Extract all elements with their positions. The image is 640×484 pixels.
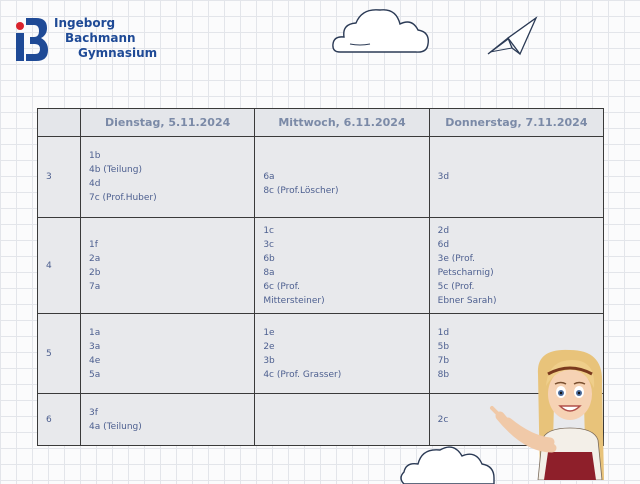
wednesday-cell: [255, 137, 429, 218]
class-entry: 6b: [263, 253, 275, 264]
class-entry: 1e: [263, 327, 275, 338]
class-entry: 4a (Teilung): [89, 421, 142, 432]
period-cell: 4: [38, 218, 81, 314]
header-wednesday: Mittwoch, 6.11.2024: [255, 109, 429, 137]
logo-line-2: Bachmann: [65, 31, 136, 45]
class-entry: 8a: [263, 267, 275, 278]
class-entry: 7c (Prof.Huber): [89, 193, 157, 203]
logo-line-1: Ingeborg: [54, 16, 116, 30]
class-entry: 4b (Teilung): [89, 165, 142, 175]
period-cell: 6: [38, 394, 81, 446]
class-entry: Petscharnig): [437, 267, 494, 278]
class-entry: 8b: [437, 369, 450, 380]
class-entry: 5b: [437, 341, 450, 352]
class-entry: 1d: [437, 327, 450, 338]
class-entry: Mittersteiner): [263, 295, 325, 306]
class-entry: 1f: [89, 239, 98, 250]
class-entry: 4c (Prof. Grasser): [263, 369, 342, 380]
header-tuesday: Dienstag, 5.11.2024: [81, 109, 255, 137]
class-entry: 2c: [437, 414, 449, 425]
class-entry: 3c: [263, 239, 275, 250]
class-entry: 4e: [89, 355, 101, 366]
thursday-cell: [429, 218, 603, 314]
class-entry: 3d: [437, 172, 450, 182]
class-entry: 6d: [437, 239, 450, 250]
class-entry: 6a: [263, 172, 275, 182]
header-thursday: Donnerstag, 7.11.2024: [429, 109, 603, 137]
tuesday-cell: [81, 314, 255, 394]
tuesday-cell: [81, 218, 255, 314]
school-logo: [14, 16, 164, 66]
period-cell: 5: [38, 314, 81, 394]
girl-avatar-icon: [486, 344, 626, 480]
class-entry: 5a: [89, 369, 101, 380]
class-entry: 2d: [437, 225, 450, 236]
class-entry: Ebner Sarah): [437, 295, 497, 306]
logo-emblem-icon: [14, 16, 50, 64]
paper-plane-icon: [486, 16, 538, 58]
thursday-cell: [429, 137, 603, 218]
class-entry: 6c (Prof.: [263, 281, 301, 292]
class-entry: 2b: [89, 267, 101, 278]
class-entry: 5c (Prof.: [437, 281, 475, 292]
class-entry: 2a: [89, 253, 101, 264]
header-period: [38, 109, 81, 137]
period-cell: 3: [38, 137, 81, 218]
class-entry: 1b: [89, 151, 101, 161]
class-entry: 4d: [89, 179, 101, 189]
wednesday-cell: [255, 394, 429, 446]
logo-line-3: Gymnasium: [78, 46, 158, 60]
table-row: [38, 218, 604, 314]
class-entry: 3b: [263, 355, 275, 366]
cloud-icon: [330, 4, 432, 60]
class-entry: 8c (Prof.Löscher): [263, 186, 339, 196]
class-entry: 1a: [89, 327, 101, 338]
cloud-icon: [396, 440, 498, 484]
class-entry: 3a: [89, 341, 101, 352]
table-row: [38, 137, 604, 218]
tuesday-cell: [81, 394, 255, 446]
class-entry: 3e (Prof.: [437, 253, 475, 264]
class-entry: 1c: [263, 225, 275, 236]
wednesday-cell: [255, 314, 429, 394]
class-entry: 7b: [437, 355, 450, 366]
class-entry: 2e: [263, 341, 275, 352]
logo-text: [54, 16, 157, 61]
class-entry: 7a: [89, 281, 101, 292]
table-header-row: [38, 109, 604, 137]
class-entry: 3f: [89, 407, 98, 418]
wednesday-cell: [255, 218, 429, 314]
tuesday-cell: [81, 137, 255, 218]
